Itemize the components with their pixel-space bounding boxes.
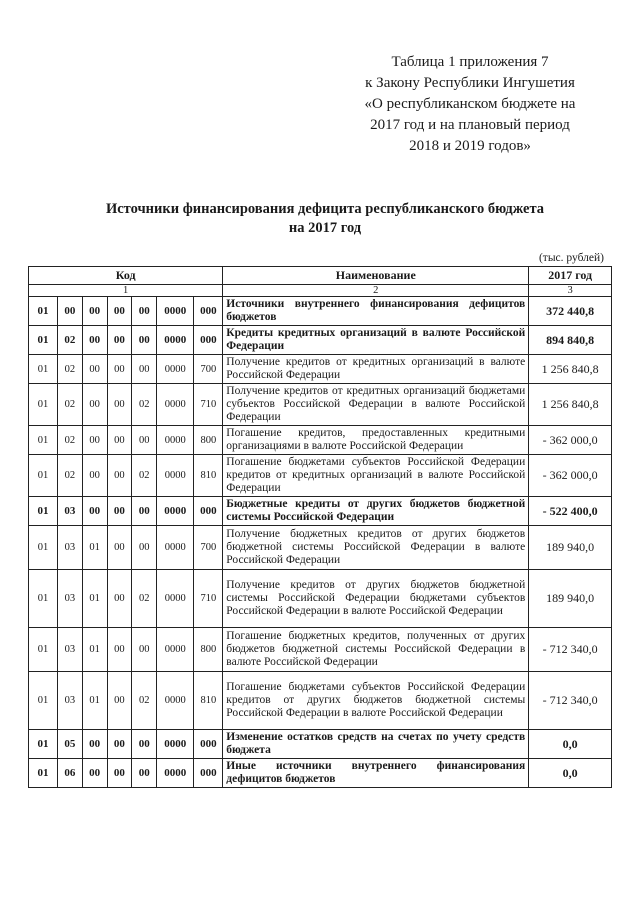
row-amount: - 362 000,0 [529,426,612,455]
code-segment: 00 [132,355,157,384]
row-amount: 1 256 840,8 [529,384,612,426]
header-year: 2017 год [529,267,612,285]
code-segment: 0000 [157,730,194,759]
code-segment: 800 [194,426,223,455]
code-segment: 00 [132,497,157,526]
row-name: Получение кредитов от кредитных организаций в валюте Российской Федерации [223,355,529,384]
units-note: (тыс. рублей) [538,252,604,264]
code-segment: 0000 [157,326,194,355]
table-row [29,326,612,355]
code-segment: 02 [132,672,157,730]
code-segment: 0000 [157,297,194,326]
code-segment: 00 [107,455,132,497]
appendix-line: Таблица 1 приложения 7 [391,54,549,70]
table-body [29,297,612,788]
row-name: Получение кредитов от кредитных организаций бюджетами субъектов Российской Федерации в валюте Российской Федерации [223,384,529,426]
table-row [29,570,612,628]
code-segment: 0000 [157,628,194,672]
code-segment: 00 [82,355,107,384]
code-segment: 00 [82,455,107,497]
code-segment: 01 [29,355,58,384]
table-row [29,759,612,788]
row-amount: 894 840,8 [529,326,612,355]
code-segment: 01 [29,455,58,497]
table-row [29,384,612,426]
row-name: Изменение остатков средств на счетах по учету средств бюджета [223,730,529,759]
table-row [29,672,612,730]
code-segment: 000 [194,730,223,759]
code-segment: 00 [107,355,132,384]
row-name: Получение бюджетных кредитов от других бюджетов бюджетной системы Российской Федерации в валюте Российской Федерации [223,526,529,570]
code-segment: 05 [57,730,82,759]
table-row [29,355,612,384]
code-segment: 02 [132,384,157,426]
code-segment: 03 [57,672,82,730]
document-title-line1: Источники финансирования дефицита республиканского бюджета [105,201,545,217]
code-segment: 01 [82,526,107,570]
code-segment: 00 [107,526,132,570]
column-number-row [29,285,612,297]
code-segment: 01 [29,384,58,426]
appendix-reference [330,52,610,157]
code-segment: 0000 [157,497,194,526]
code-segment: 01 [29,672,58,730]
row-amount: - 712 340,0 [529,672,612,730]
code-segment: 00 [132,526,157,570]
header-name: Наименование [223,267,529,285]
code-segment: 01 [82,628,107,672]
code-segment: 700 [194,526,223,570]
code-segment: 01 [29,297,58,326]
code-segment: 00 [132,426,157,455]
row-amount: 189 940,0 [529,526,612,570]
code-segment: 02 [57,455,82,497]
header-row [29,267,612,285]
code-segment: 0000 [157,759,194,788]
code-segment: 02 [132,455,157,497]
code-segment: 00 [82,730,107,759]
code-segment: 02 [57,326,82,355]
row-amount: 0,0 [529,759,612,788]
code-segment: 0000 [157,355,194,384]
code-segment: 00 [82,326,107,355]
code-segment: 03 [57,570,82,628]
code-segment: 00 [132,628,157,672]
code-segment: 00 [82,384,107,426]
table-row [29,730,612,759]
code-segment: 0000 [157,570,194,628]
table-row [29,526,612,570]
table-row [29,297,612,326]
code-segment: 00 [132,730,157,759]
row-name: Погашение бюджетами субъектов Российской Федерации кредитов от других бюджетов бюджетной системы Российской Федерации в валюте Российской Федерации [223,672,529,730]
row-name: Бюджетные кредиты от других бюджетов бюджетной системы Российской Федерации [223,497,529,526]
row-amount: 0,0 [529,730,612,759]
code-segment: 01 [29,526,58,570]
appendix-line: к Закону Республики Ингушетия [365,75,575,91]
row-name: Погашение бюджетами субъектов Российской Федерации кредитов от кредитных организаций в валюте Российской Федерации [223,455,529,497]
column-number: 1 [29,285,223,297]
table-row [29,426,612,455]
code-segment: 000 [194,297,223,326]
code-segment: 03 [57,628,82,672]
code-segment: 0000 [157,384,194,426]
row-name: Иные источники внутреннего финансирования дефицитов бюджетов [223,759,529,788]
table-row [29,455,612,497]
column-number: 3 [529,285,612,297]
row-amount: - 712 340,0 [529,628,612,672]
row-name: Погашение бюджетных кредитов, полученных от других бюджетов бюджетной системы Российской Федерации в валюте Российской Федерации [223,628,529,672]
code-segment: 00 [107,730,132,759]
row-name: Погашение кредитов, предоставленных кредитными организациями в валюте Российской Федерации [223,426,529,455]
code-segment: 00 [82,497,107,526]
code-segment: 01 [29,326,58,355]
code-segment: 01 [82,570,107,628]
code-segment: 00 [107,497,132,526]
code-segment: 01 [29,426,58,455]
code-segment: 02 [57,426,82,455]
code-segment: 06 [57,759,82,788]
code-segment: 02 [57,384,82,426]
code-segment: 01 [82,672,107,730]
code-segment: 01 [29,730,58,759]
row-amount: 1 256 840,8 [529,355,612,384]
code-segment: 0000 [157,526,194,570]
row-name: Кредиты кредитных организаций в валюте Российской Федерации [223,326,529,355]
table-row [29,497,612,526]
code-segment: 000 [194,497,223,526]
code-segment: 00 [107,384,132,426]
appendix-line: 2018 и 2019 годов» [409,138,531,154]
code-segment: 00 [57,297,82,326]
column-number: 2 [223,285,529,297]
code-segment: 01 [29,570,58,628]
code-segment: 00 [132,326,157,355]
code-segment: 01 [29,497,58,526]
code-segment: 700 [194,355,223,384]
code-segment: 0000 [157,672,194,730]
code-segment: 000 [194,759,223,788]
code-segment: 00 [132,759,157,788]
row-amount: - 522 400,0 [529,497,612,526]
code-segment: 00 [107,426,132,455]
code-segment: 810 [194,455,223,497]
code-segment: 01 [29,759,58,788]
document-title [60,200,590,238]
code-segment: 810 [194,672,223,730]
code-segment: 01 [29,628,58,672]
code-segment: 00 [82,426,107,455]
code-segment: 00 [82,297,107,326]
code-segment: 710 [194,570,223,628]
row-amount: - 362 000,0 [529,455,612,497]
document-title-line2: на 2017 год [288,220,362,236]
code-segment: 710 [194,384,223,426]
row-name: Источники внутреннего финансирования дефицитов бюджетов [223,297,529,326]
code-segment: 0000 [157,426,194,455]
appendix-line: «О республиканском бюджете на [364,96,576,112]
row-amount: 189 940,0 [529,570,612,628]
code-segment: 02 [57,355,82,384]
code-segment: 00 [107,672,132,730]
financing-sources-table [28,266,612,788]
code-segment: 000 [194,326,223,355]
code-segment: 02 [132,570,157,628]
code-segment: 00 [82,759,107,788]
code-segment: 0000 [157,455,194,497]
appendix-line: 2017 год и на плановый период [370,117,570,133]
code-segment: 00 [132,297,157,326]
code-segment: 00 [107,326,132,355]
code-segment: 00 [107,759,132,788]
code-segment: 00 [107,628,132,672]
code-segment: 03 [57,497,82,526]
code-segment: 03 [57,526,82,570]
row-name: Получение кредитов от других бюджетов бюджетной системы Российской Федерации бюджетами субъектов Российской Федерации в валюте Российской Федерации [223,570,529,628]
row-amount: 372 440,8 [529,297,612,326]
code-segment: 00 [107,297,132,326]
table-row [29,628,612,672]
header-code: Код [29,267,223,285]
code-segment: 00 [107,570,132,628]
code-segment: 800 [194,628,223,672]
